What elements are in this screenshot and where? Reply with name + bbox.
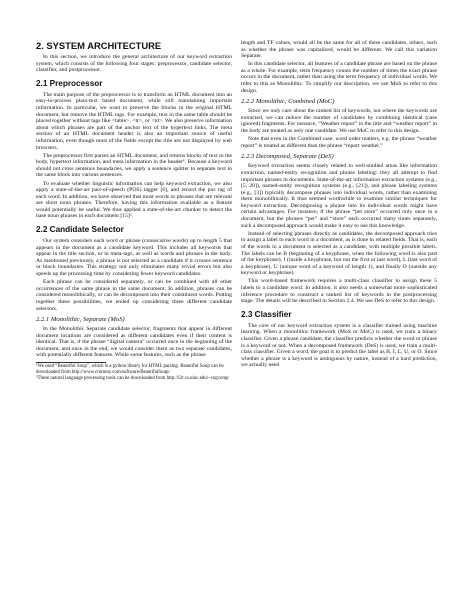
des-paragraph-3: This word-based framework requires a multi-class classifier to assign these 5 labels to a candidate word. In addition, it also needs a somewhat more sophisticated inference procedure to construct a ranked list of keywords in the postprocessing stage. The details will be described in Section 2.4. We use DeS to refer to this design.: [241, 278, 437, 305]
footnote-1: ¹We used “Beautiful Soup”, which is a python library for HTML parsing. Beautiful Soup can be downloaded from http://www.crummy.com/software/BeautifulSoup/: [36, 364, 224, 375]
candidate-selector-heading: 2.2 Candidate Selector: [36, 225, 124, 235]
des-paragraph-1: Keyword extraction seems closely related to well-studied areas like information extraction, named-entity recognition and phrase labeling: they all attempt to find important phrases in documents. State-of-the-art information extraction systems (e.g., [5, 20]), named-entity recognition systems (e.g., [21]), and phrase labeling systems (e.g., [3]) typically decompose phrases into individual words, rather than examining them monolithically. It thus seemed worthwhile to examine similar techniques for keyword extraction. Decomposing a phrase into its individual words might have certain advantages. For instance, if the phrase “pet store” occurred only once in a document, but the phrases “pet” and “store” each occurred many times separately, such a decomposed approach would make it easy to use this knowledge.: [241, 163, 437, 229]
left-column: [36, 40, 232, 383]
preprocessor-paragraph-1: The main purpose of the preprocessor is to transform an HTML document into an easy-to-process plain-text based document, while still maintaining important information. In particular, we want to preserve the blocks in the original HTML document, but remove the HTML tags. For example, text in the same table should be placed together without tags like <table>, <tr>, or <td>. We also preserve information about which phrases are part of the anchor text of the hypertext links. The meta section of an HTML document header is also an important source of useful information, even though most of the fields except the title are not displayed by web browsers.: [36, 91, 232, 151]
classifier-heading: 2.3 Classifier: [241, 309, 292, 319]
preprocessor-paragraph-2: The preprocessor first parses an HTML document, and returns blocks of text in the body, hypertext information, and meta information in the header¹. Because a keyword should not cross sentence boundaries, we apply a sentence splitter to separate text in the same block into various sentences.: [36, 152, 232, 179]
moc-heading: 2.2.2 Monolithic, Combined (MoC): [241, 98, 335, 106]
des-paragraph-2: Instead of selecting phrases directly as candidates, the decomposed approach tries to assign a label to each word in a document, as is done in related fields. That is, each of the words in a document is selected as a candidate, with multiple possible labels. The labels can be B (beginning of a keyphrase, when the following word is also part of the keyphrase), I (inside a keyphrase, but not the first or last word), L (last word of a keyphrase), U (unique word of a keyword of length 1), and finally O (outside any keyword or keyphrase).: [241, 230, 437, 277]
right-column: [241, 40, 437, 370]
footnote-2: ²These natural language processing tools can be downloaded from http://l2r.cs.uiuc.edu/~cogcomp: [36, 376, 229, 382]
mos-heading: 2.2.1 Monolithic, Separate (MoS): [36, 316, 125, 324]
monolithic-paragraph: In this candidate selector, all features of a candidate phrase are based on the phrase as a whole. For example, term frequency counts the number of times the exact phrase occurs in the document, rather than using the term frequency of individual words. We refer to this as Monolithic. To simplify our description, we use MoS to refer to this design.: [241, 61, 437, 94]
section-title: 2. SYSTEM ARCHITECTURE: [36, 40, 162, 51]
candidate-paragraph-2: Each phrase can be considered separately, or can be combined with all other occurrences of the same phrase in the same document. In addition, phrases can be considered monolithically, or can be decomposed into their constituent words. Putting together these possibilities, we ended up considering three different candidate selectors.: [36, 279, 232, 312]
moc-paragraph-2: Note that even in the Combined case, word order matters, e.g. the phrase “weather report” is treated as different than the phrase “report weather.”: [241, 136, 437, 149]
intro-paragraph: In this section, we introduce the general architecture of our keyword extraction system, which consists of the following four stages: preprocessor, candidate selector, classifier, and postprocessor.: [36, 54, 232, 74]
footnote-rule: [36, 362, 106, 363]
preprocessor-paragraph-3: To evaluate whether linguistic information can help keyword extraction, we also apply a state-of-the-art part-of-speech (POS) tagger [6], and record the pos tag of each word. In addition, we have observed that most words or phrases that are relevant are short noun phrases. Therefore, having this information available as a feature would potentially be useful. We thus applied a state-of-the-art chunker to detect the base noun phrases in each document [15]².: [36, 180, 232, 220]
moc-paragraph-1: Since we only care about the ranked list of keywords, not where the keywords are extracted, we can reduce the number of candidates by combining identical (case ignored) fragments. For instance, “Weather report” in the title and “weather report” in the body are treated as only one candidate. We use MoC to refer to this design.: [241, 108, 437, 135]
des-heading: 2.2.3 Decomposed, Separate (DeS): [241, 153, 334, 161]
continued-paragraph: length and TF values, would all be the same for all of these candidates, others, such as whether the phrase was capitalized, would be different. We call this variation Separate.: [241, 40, 437, 60]
classifier-paragraph-1: The core of our keyword extraction system is a classifier trained using machine learning. When a monolithic framework (MoS or MoC) is used, we train a binary classifier. Given a phrase candidate, the classifier predicts whether the word or phrase is a keyword or not. When a decomposed framework (DeS) is used, we train a multi-class classifier. Given a word, the goal is to predict the label as B, I, L, U, or O. Since whether a phrase is a keyword is ambiguous by nature, instead of a hard prediction, we actually need: [241, 322, 437, 369]
preprocessor-heading: 2.1 Preprocessor: [36, 78, 103, 88]
mos-paragraph-1: In the Monolithic Separate candidate selector, fragments that appear in different document locations are considered as different candidates even if their content is identical. That is, if the phrase “digital camera” occurred once in the beginning of the document, and once in the end, we would consider them as two separate candidates, with potentially different features. While some features, such as the phrase: [36, 326, 232, 359]
candidate-paragraph-1: Our system considers each word or phrase (consecutive words) up to length 5 that appears in the document as a candidate keyword. This includes all keywords that appear in the title section, or in meta-tags, as well as words and phrases in the body. As mentioned previously, a phrase is not selected as a candidate if it crosses sentence or block boundaries. This strategy not only eliminates many trivial errors but also speeds up the processing time by considering fewer keyword candidates.: [36, 238, 232, 278]
